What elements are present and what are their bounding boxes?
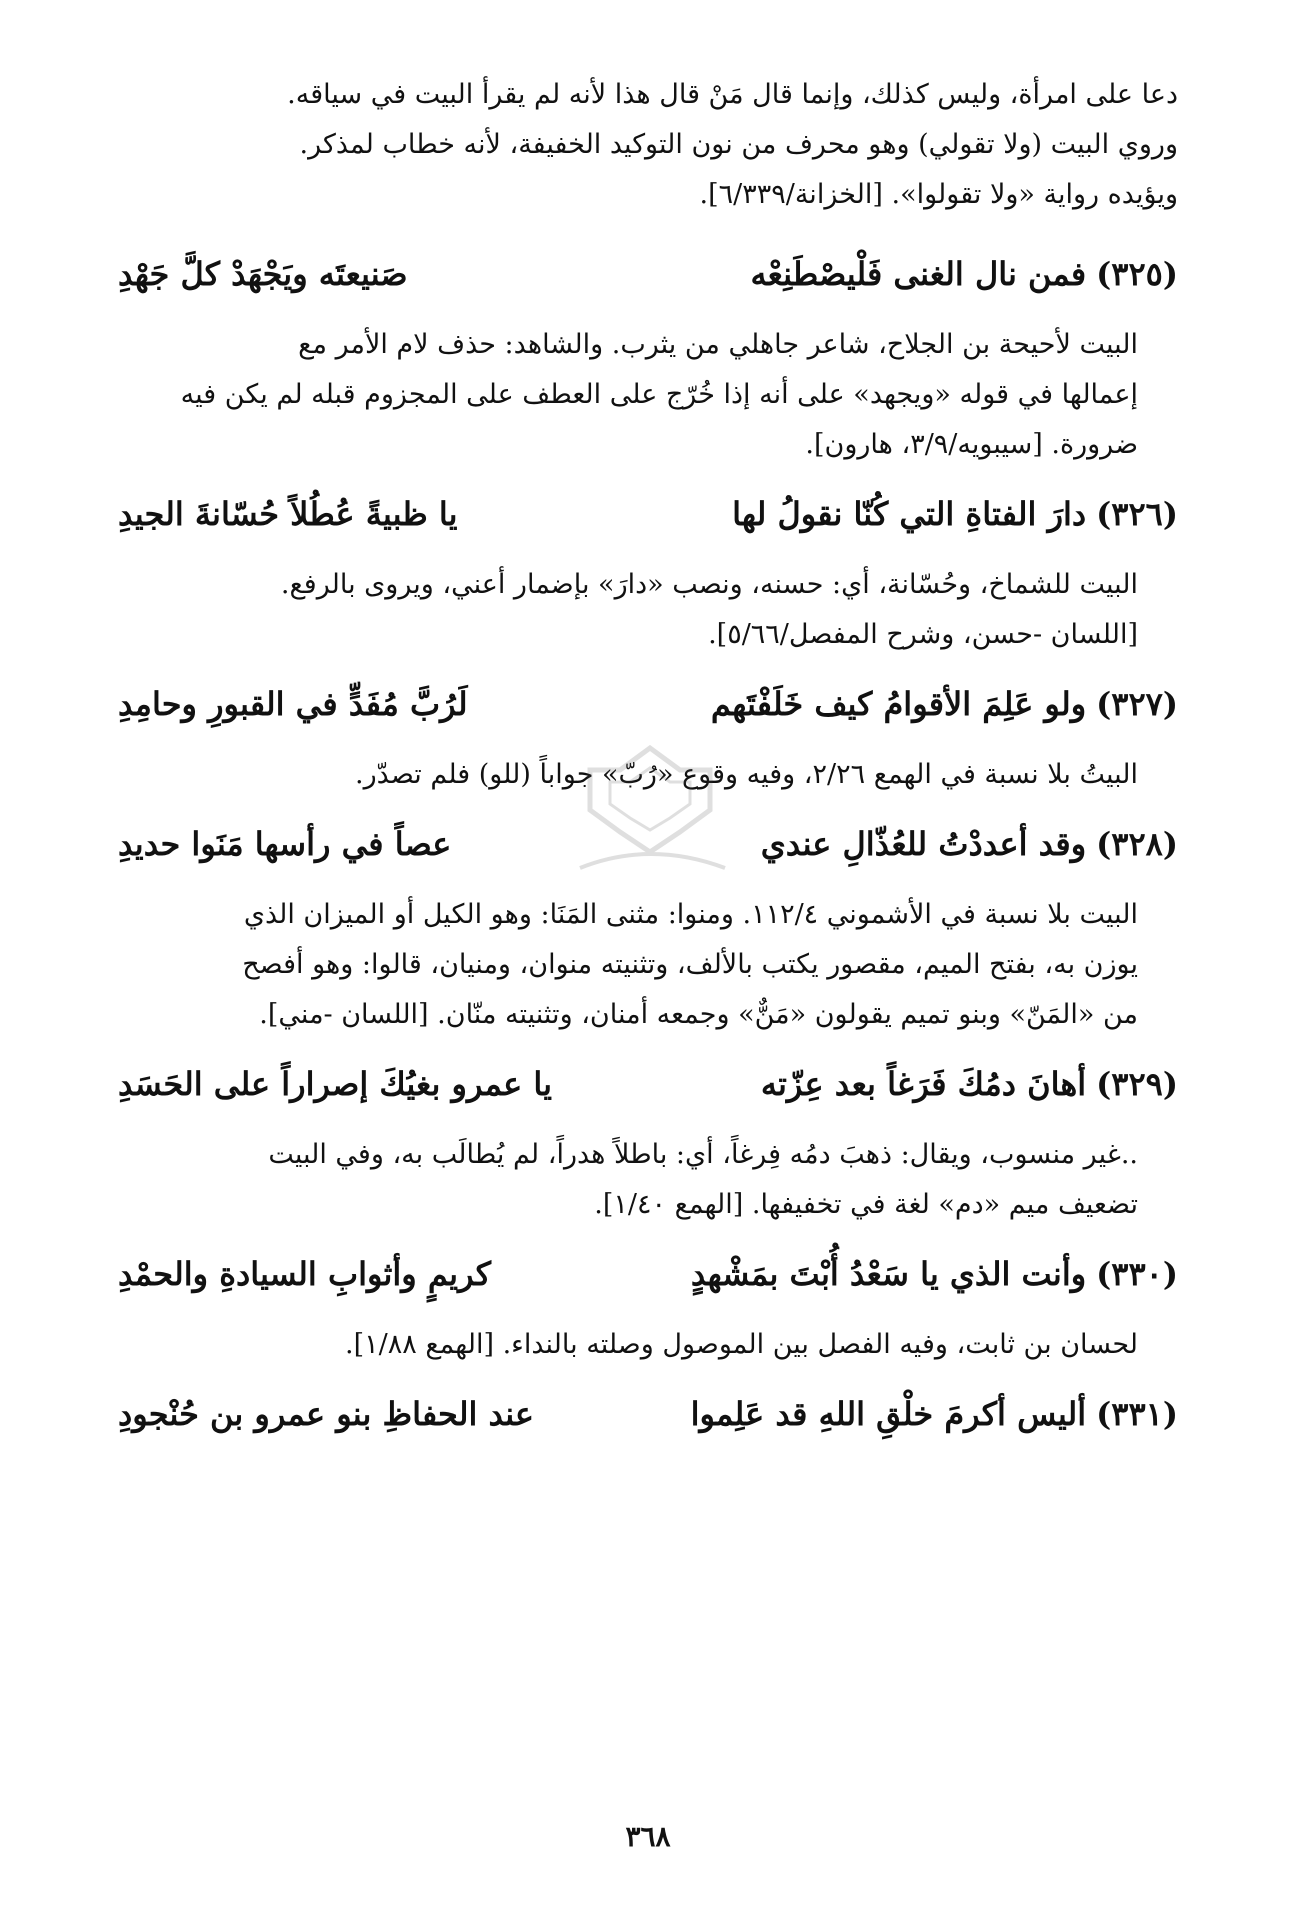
intro-line: ويؤيده رواية «ولا تقولوا». [الخزانة/٦/٣٣٩]. (699, 179, 1178, 210)
verse-number: (٣٢٧) (1096, 685, 1178, 723)
entry-327 (118, 676, 1178, 800)
commentary-line: لحسان بن ثابت، وفيه الفصل بين الموصول وصلته بالنداء. [الهمع ١/٨٨]. (345, 1329, 1138, 1360)
commentary-line: من «المَنّ» وبنو تميم يقولون «مَنٌّ» وجمعه أمنان، وتثنيته منّان. [اللسان -مني]. (259, 999, 1138, 1030)
second-hemistich: كريمٍ وأثوابِ السيادةِ والحمْدِ (118, 1255, 491, 1293)
commentary-line: يوزن به، بفتح الميم، مقصور يكتب بالألف، وتثنيته منوان، ومنيان، قالوا: وهو أفصح (242, 949, 1138, 980)
second-hemistich: يا عمرو بغيُكَ إصراراً على الحَسَدِ (118, 1065, 552, 1103)
verse (118, 246, 1178, 302)
verse-number: (٣٣٠) (1096, 1255, 1178, 1293)
commentary-line: ضرورة. [سيبويه/٣/٩، هارون]. (805, 429, 1138, 460)
first-hemistich: دارَ الفتاةِ التي كُنّا نقولُ لها (732, 495, 1087, 533)
commentary-line: البيت لأحيحة بن الجلاح، شاعر جاهلي من يثرب. والشاهد: حذف لام الأمر مع (298, 329, 1138, 360)
commentary (118, 890, 1178, 1040)
entry-329 (118, 1056, 1178, 1230)
commentary (118, 750, 1178, 800)
page-number: ٣٦٨ (625, 1820, 671, 1853)
verse (118, 816, 1178, 872)
commentary-line: البيتُ بلا نسبة في الهمع ٢/٢٦، وفيه وقوع «رُبّ» جواباً (للو) فلم تصدّر. (355, 759, 1138, 790)
intro-line: وروي البيت (ولا تقولي) وهو محرف من نون التوكيد الخفيفة، لأنه خطاب لمذكر. (299, 129, 1178, 160)
entry-326 (118, 486, 1178, 660)
commentary-line: البيت بلا نسبة في الأشموني ١١٢/٤. ومنوا: مثنى المَنَا: وهو الكيل أو الميزان الذي (243, 899, 1138, 930)
commentary-line: البيت للشماخ، وحُسّانة، أي: حسنه، ونصب «دارَ» بإضمار أعني، ويروى بالرفع. (280, 569, 1138, 600)
second-hemistich: لَرُبَّ مُفَدٍّ في القبورِ وحامِدِ (118, 685, 468, 723)
verse (118, 676, 1178, 732)
commentary-line: إعمالها في قوله «ويجهد» على أنه إذا خُرّج على العطف على المجزوم قبله لم يكن فيه (180, 379, 1138, 410)
verse (118, 1386, 1178, 1442)
commentary-line: ..غير منسوب، ويقال: ذهبَ دمُه فِرغاً، أي: باطلاً هدراً، لم يُطالَب به، وفي البيت (268, 1139, 1138, 1170)
first-hemistich: وقد أعددْتُ للعُذّالِ عندي (760, 825, 1087, 863)
first-hemistich: فمن نال الغنى فَلْيصْطَنِعْه (750, 255, 1087, 293)
entry-328 (118, 816, 1178, 1040)
verse-number: (٣٢٩) (1096, 1065, 1178, 1103)
intro-line: دعا على امرأة، وليس كذلك، وإنما قال مَنْ قال هذا لأنه لم يقرأ البيت في سياقه. (287, 79, 1178, 110)
commentary-line: [اللسان -حسن، وشرح المفصل/٥/٦٦]. (708, 619, 1138, 650)
commentary (118, 320, 1178, 470)
verse-number: (٣٢٨) (1096, 825, 1178, 863)
second-hemistich: عصاً في رأسها مَنَوا حديدِ (118, 825, 452, 863)
entry-330 (118, 1246, 1178, 1370)
verse (118, 1056, 1178, 1112)
second-hemistich: يا ظبيةً عُطُلاً حُسّانةَ الجيدِ (118, 495, 458, 533)
second-hemistich: عند الحفاظِ بنو عمرو بن حُنْجودِ (118, 1395, 535, 1433)
verse (118, 1246, 1178, 1302)
commentary (118, 560, 1178, 660)
entry-325 (118, 246, 1178, 470)
first-hemistich: أهانَ دمُكَ فَرَغاً بعد عِزّته (760, 1065, 1087, 1103)
first-hemistich: ولو عَلِمَ الأقوامُ كيف خَلَفْتَهم (710, 685, 1087, 723)
second-hemistich: صَنيعتَه ويَجْهَدْ كلَّ جَهْدِ (118, 255, 408, 293)
commentary-line: تضعيف ميم «دم» لغة في تخفيفها. [الهمع ١/٤٠]. (594, 1189, 1138, 1220)
first-hemistich: أليس أكرمَ خلْقِ اللهِ قد عَلِموا (690, 1395, 1087, 1433)
first-hemistich: وأنت الذي يا سَعْدُ أُبْتَ بمَشْهدٍ (690, 1255, 1087, 1293)
commentary (118, 1320, 1178, 1370)
verse-number: (٣٣١) (1096, 1395, 1178, 1433)
verse-number: (٣٢٥) (1096, 255, 1178, 293)
verse-number: (٣٢٦) (1096, 495, 1178, 533)
verse (118, 486, 1178, 542)
intro-paragraph (118, 70, 1178, 220)
commentary (118, 1130, 1178, 1230)
entry-331 (118, 1386, 1178, 1442)
